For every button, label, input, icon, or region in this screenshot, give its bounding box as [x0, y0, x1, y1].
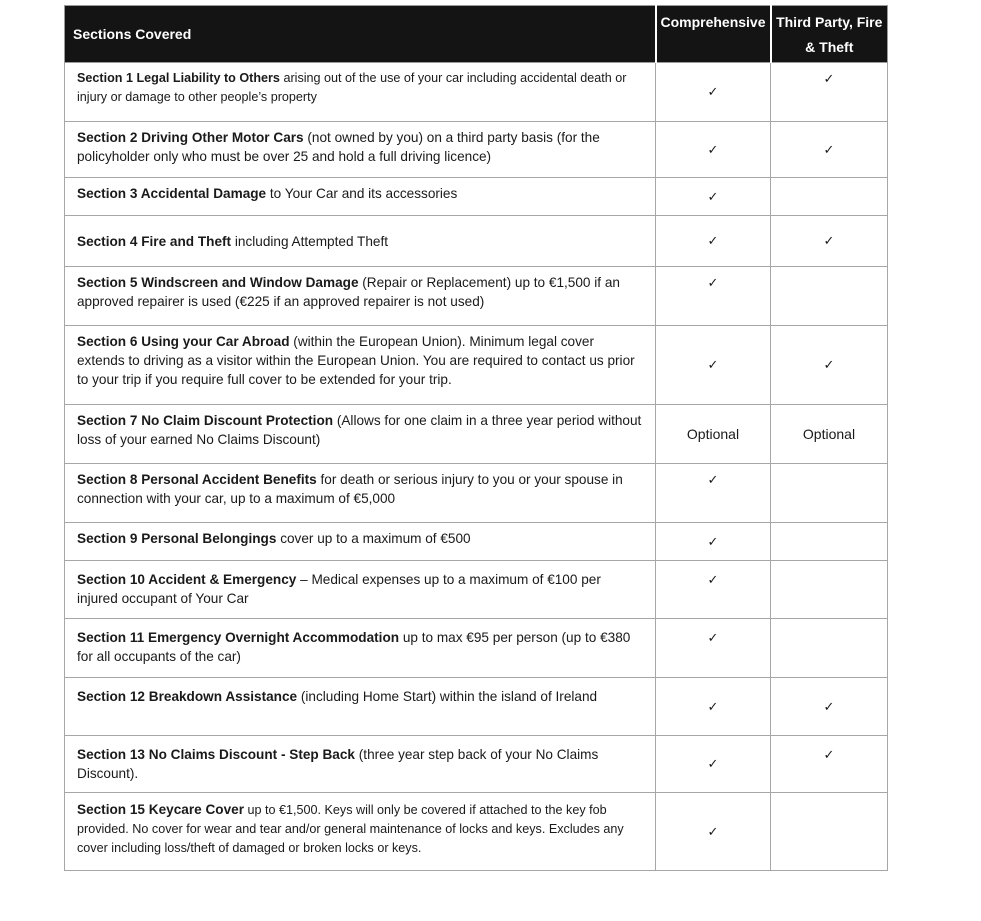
table-row	[65, 326, 888, 405]
comprehensive-cell	[656, 326, 771, 405]
comprehensive-cell	[656, 122, 771, 178]
section-detail: cover up to a maximum of €500	[276, 531, 471, 546]
tpft-cell	[771, 216, 888, 267]
comprehensive-cell	[656, 63, 771, 122]
table-row	[65, 619, 888, 678]
section-description	[65, 523, 656, 561]
table-row	[65, 561, 888, 619]
section-detail: (within the European Union). Minimum legal cover extends to driving as a visitor within the European Union. You are required to contact us prior to your trip if you require full cover to be extended for your trip.	[77, 334, 635, 387]
comprehensive-cell	[656, 216, 771, 267]
check-icon: ✓	[707, 473, 719, 488]
section-detail: – Medical expenses up to a maximum of €100 per injured occupant of Your Car	[77, 572, 601, 606]
cover-table	[64, 5, 888, 871]
table-row	[65, 122, 888, 178]
section-detail: (Allows for one claim in a three year period without loss of your earned No Claims Discount)	[77, 413, 642, 447]
section-description	[65, 464, 656, 523]
check-icon: ✓	[707, 534, 719, 550]
section-description	[65, 326, 656, 405]
comprehensive-cell	[656, 561, 771, 619]
comprehensive-cell	[656, 619, 771, 678]
table-row	[65, 678, 888, 736]
table-row	[65, 63, 888, 122]
section-detail: arising out of the use of your car including accidental death or injury or damage to other people’s property	[77, 71, 627, 104]
section-description	[65, 122, 656, 178]
header-row	[65, 6, 888, 63]
section-detail: (Repair or Replacement) up to €1,500 if an approved repairer is used (€225 if an approved repairer is not used)	[77, 275, 620, 309]
section-detail: for death or serious injury to you or your spouse in connection with your car, up to a maximum of €5,000	[77, 472, 623, 506]
section-title: Section 8 Personal Accident Benefits	[77, 472, 317, 487]
optional-label: Optional	[802, 425, 856, 442]
section-title: Section 6 Using your Car Abroad	[77, 334, 290, 349]
check-icon: ✓	[707, 699, 719, 715]
check-icon: ✓	[823, 748, 835, 763]
section-detail: (three year step back of your No Claims Discount).	[77, 747, 599, 781]
tpft-cell	[771, 678, 888, 736]
section-title: Section 9 Personal Belongings	[77, 531, 277, 546]
table-row	[65, 267, 888, 326]
comprehensive-cell	[656, 178, 771, 216]
check-icon: ✓	[707, 276, 719, 291]
section-description	[65, 619, 656, 678]
optional-label: Optional	[686, 425, 740, 442]
check-icon: ✓	[707, 142, 719, 158]
section-title: Section 4 Fire and Theft	[77, 233, 232, 249]
section-title: Section 1 Legal Liability to Others	[77, 71, 280, 85]
section-description	[65, 267, 656, 326]
section-description	[65, 561, 656, 619]
tpft-cell	[771, 326, 888, 405]
section-detail: to Your Car and its accessories	[266, 186, 458, 201]
section-detail: (not owned by you) on a third party basis (for the policyholder only who must be over 25 and hold a full driving licence)	[77, 130, 600, 164]
section-detail: (including Home Start) within the island of Ireland	[297, 689, 598, 704]
tpft-cell	[771, 464, 888, 523]
check-icon: ✓	[823, 358, 835, 373]
tpft-cell	[771, 619, 888, 678]
section-description	[65, 736, 656, 793]
table-row	[65, 216, 888, 267]
section-title: Section 5 Windscreen and Window Damage	[77, 275, 359, 290]
tpft-cell	[771, 267, 888, 326]
table-row	[65, 178, 888, 216]
check-icon: ✓	[823, 142, 835, 158]
check-icon: ✓	[707, 234, 719, 249]
table-row	[65, 464, 888, 523]
section-description	[65, 216, 656, 267]
check-icon: ✓	[823, 234, 835, 249]
section-detail: including Attempted Theft	[231, 233, 389, 249]
check-icon: ✓	[707, 189, 719, 205]
section-title: Section 11 Emergency Overnight Accommodation	[77, 630, 400, 645]
comprehensive-cell	[656, 405, 771, 464]
comprehensive-cell	[656, 267, 771, 326]
comprehensive-header: Comprehensive	[656, 6, 771, 63]
section-description	[65, 178, 656, 216]
tpft-cell	[771, 122, 888, 178]
section-description	[65, 678, 656, 736]
comprehensive-cell	[656, 464, 771, 523]
section-title: Section 10 Accident & Emergency	[77, 572, 297, 587]
section-description	[65, 405, 656, 464]
section-detail: up to max €95 per person (up to €380 for all occupants of the car)	[77, 630, 631, 664]
check-icon: ✓	[707, 757, 719, 772]
table-row	[65, 523, 888, 561]
check-icon: ✓	[707, 573, 719, 588]
comprehensive-cell	[656, 736, 771, 793]
section-detail: up to €1,500. Keys will only be covered if attached to the key fob provided. No cover for wear and tear and/or general maintenance of locks and keys. Excludes any cover including loss/theft of damaged or broken locks or keys.	[77, 803, 624, 855]
section-description	[65, 63, 656, 122]
check-icon: ✓	[823, 72, 835, 87]
check-icon: ✓	[823, 699, 835, 715]
section-title: Section 13 No Claims Discount - Step Back	[77, 747, 355, 762]
check-icon: ✓	[707, 85, 719, 100]
check-icon: ✓	[707, 824, 719, 840]
section-title: Section 15 Keycare Cover	[77, 802, 244, 817]
tpft-cell	[771, 523, 888, 561]
table-row	[65, 793, 888, 871]
section-title: Section 12 Breakdown Assistance	[77, 689, 298, 704]
tpft-cell	[771, 561, 888, 619]
section-title: Section 3 Accidental Damage	[77, 186, 267, 201]
comprehensive-cell	[656, 523, 771, 561]
tpft-cell	[771, 178, 888, 216]
comprehensive-cell	[656, 678, 771, 736]
check-icon: ✓	[707, 631, 719, 646]
tpft-cell	[771, 405, 888, 464]
tpft-cell	[771, 736, 888, 793]
section-title: Section 7 No Claim Discount Protection	[77, 413, 334, 428]
tpft-cell	[771, 793, 888, 871]
third-party-fire-theft-header: Third Party, Fire & Theft	[771, 6, 888, 63]
sections-covered-header: Sections Covered	[65, 6, 656, 63]
section-description	[65, 793, 656, 871]
table-row	[65, 736, 888, 793]
check-icon: ✓	[707, 358, 719, 373]
section-title: Section 2 Driving Other Motor Cars	[77, 130, 304, 145]
comprehensive-cell	[656, 793, 771, 871]
table-row	[65, 405, 888, 464]
tpft-cell	[771, 63, 888, 122]
